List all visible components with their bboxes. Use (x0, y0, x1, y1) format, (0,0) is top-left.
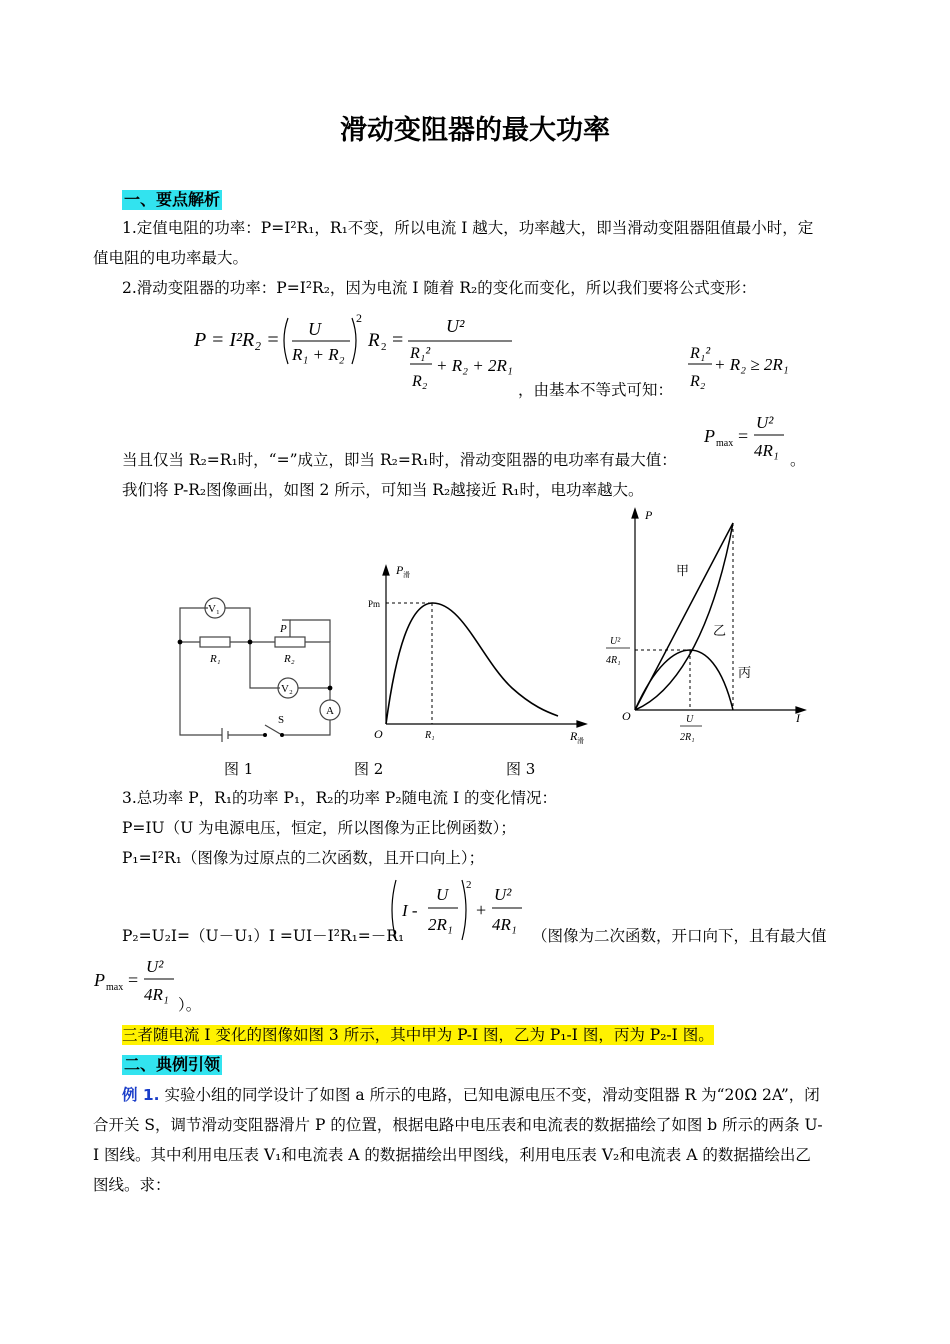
fig1-label-s: S (278, 714, 285, 726)
fig2-y-axis-sub: 滑 (403, 571, 410, 579)
formula-r2: R₂ (412, 373, 428, 390)
pmax-formula-2 (90, 952, 185, 1012)
svg-text:2: 2 (356, 311, 362, 325)
ineq-r2: R₂ (690, 373, 706, 390)
p2-den2: 4R₁ (492, 915, 517, 934)
formula-r1sq: R₁² (410, 345, 431, 362)
fig1-label-r2: R₂ (284, 653, 295, 665)
paragraph-3-end: 。 (790, 451, 806, 469)
p2-I: I - (402, 901, 418, 920)
formula-big-den-tail: + R₂ + 2R₁ (436, 356, 513, 375)
paragraph-4: 我们将 P-R₂图像画出，如图 2 所示，可知当 R₂越接近 R₁时，电功率越大。 (122, 481, 644, 499)
fig1-label-a: A (326, 705, 334, 717)
svg-text:=: = (738, 426, 749, 446)
fig2-y-axis: P (396, 563, 404, 577)
page-title: 滑动变阻器的最大功率 (340, 115, 610, 146)
example-1-line-2: 合开关 S，调节滑动变阻器滑片 P 的位置，根据电路中电压表和电流表的数据描绘了如图 b 所示的两条 U- (93, 1116, 823, 1134)
ineq-r1sq: R₁² (690, 345, 711, 362)
section-3-line-2: P=IU（U 为电源电压，恒定，所以图像为正比例函数）； (122, 819, 516, 837)
ineq-text: + R₂ ≥ 2R₁ (714, 355, 789, 374)
example-1-line-3: I 图线。其中利用电压表 V₁和电流表 A 的数据描绘出甲图线，利用电压表 V₂和电流表 A 的数据描绘出乙 (93, 1146, 811, 1164)
fig3-curve-jia: 甲 (676, 563, 690, 578)
fig3-x-tick-num: U (686, 714, 694, 725)
formula-big-num: U² (446, 316, 465, 336)
example-1-line-4: 图线。求： (93, 1176, 171, 1194)
fig1-label-v2: V₂ (281, 683, 293, 695)
fig2-y-tick: Pm (368, 599, 381, 609)
svg-text:R: R (368, 330, 380, 351)
power-formula (190, 308, 520, 398)
formula-frac-num: U (308, 319, 321, 339)
fig3-origin: O (622, 709, 631, 723)
pmax2-den: 4R₁ (144, 985, 169, 1004)
section-3-line-4-left: P₂=U₂I=（U－U₁）I =UI－I²R₁=－R₁ (122, 927, 405, 945)
section-3-line-3: P₁=I²R₁（图像为过原点的二次函数，且开口向上）； (122, 849, 485, 867)
paragraph-3: 当且仅当 R₂=R₁时，“=”成立，即当 R₂=R₁时，滑动变阻器的电功率有最大值： (122, 451, 677, 469)
formula-frac-den: R₁ + R₂ (292, 345, 345, 364)
section-3-line-4-right: （图像为二次函数，开口向下，且有最大值 (532, 927, 827, 945)
figure-3-caption: 图 3 (506, 760, 536, 778)
pmax-den: 4R₁ (754, 441, 779, 460)
fig3-x-tick-den: 2R₁ (680, 732, 695, 743)
paragraph-1-line-2: 值电阻的电功率最大。 (93, 249, 249, 267)
pmax2-p: P (94, 970, 105, 990)
pmax2-sub: max (106, 982, 124, 993)
fig1-label-r1: R₁ (210, 653, 221, 665)
svg-text:2: 2 (466, 879, 472, 891)
section-3-line-1: 3.总功率 P，R₁的功率 P₁，R₂的功率 P₂随电流 I 的变化情况： (122, 789, 558, 807)
p2-num2: U² (494, 885, 512, 904)
figure-3-power-vs-current (600, 505, 810, 750)
fig2-x-axis: R (570, 729, 578, 743)
p2-num: U (436, 885, 449, 904)
pmax-num: U² (756, 413, 774, 432)
fig1-label-p: P (280, 623, 287, 635)
figure-1-caption: 图 1 (224, 760, 254, 778)
figure-1-circuit (170, 590, 350, 750)
p2-plus: + (476, 900, 487, 920)
formula-lhs: P = I²R₂ = (194, 329, 280, 351)
fig3-x-axis: I (796, 711, 800, 725)
example-1-line-1 (122, 1085, 820, 1105)
p2-vertex-formula (388, 876, 528, 946)
section-3-highlight: 三者随电流 I 变化的图像如图 3 所示，其中甲为 P-I 图，乙为 P₁-I 图，丙为 P₂-I 图。 (122, 1026, 714, 1044)
inequality-formula (684, 338, 814, 398)
fig2-x-axis-sub: 滑 (577, 737, 584, 745)
fig3-y-axis: P (645, 508, 653, 522)
fig1-label-v1: V₁ (208, 603, 220, 615)
paragraph-1-line-1: 1.定值电阻的功率：P=I²R₁，R₁不变，所以电流 I 越大，功率越大，即当滑动变阻器阻值最小时，定 (122, 219, 814, 237)
pmax2-num: U² (146, 957, 164, 976)
svg-text:=: = (392, 329, 404, 351)
paragraph-2-line-1: 2.滑动变阻器的功率：P=I²R₂，因为电流 I 随着 R₂的变化而变化，所以我们要将公式变形： (122, 279, 757, 297)
svg-text:2: 2 (381, 341, 387, 353)
figure-2-caption: 图 2 (354, 760, 384, 778)
pmax-sub: max (716, 438, 734, 449)
fig3-y-tick-den: 4R₁ (606, 655, 621, 666)
paragraph-2-after-formula: ，由基本不等式可知： (518, 381, 674, 399)
p2-den: 2R₁ (428, 915, 453, 934)
fig3-y-tick-num: U² (610, 636, 621, 647)
fig3-curve-yi: 乙 (713, 623, 727, 638)
svg-text:=: = (128, 970, 139, 990)
example-1-label: 例 1. (122, 1086, 160, 1104)
figure-2-power-curve (362, 560, 602, 750)
pmax-formula (700, 408, 795, 468)
section-3-line-5-end: ）。 (178, 996, 202, 1014)
example-1-line-1-text: 实验小组的同学设计了如图 a 所示的电路，已知电源电压不变，滑动变阻器 R 为“20Ω 2A”，闭 (159, 1086, 820, 1104)
fig2-origin: O (374, 727, 383, 741)
fig3-curve-bing: 丙 (738, 665, 752, 680)
pmax-p: P (704, 426, 715, 446)
section-heading-examples: 二、典例引领 (124, 1055, 221, 1074)
section-heading-key-points: 一、要点解析 (124, 190, 221, 209)
fig2-x-tick: R₁ (425, 730, 435, 741)
